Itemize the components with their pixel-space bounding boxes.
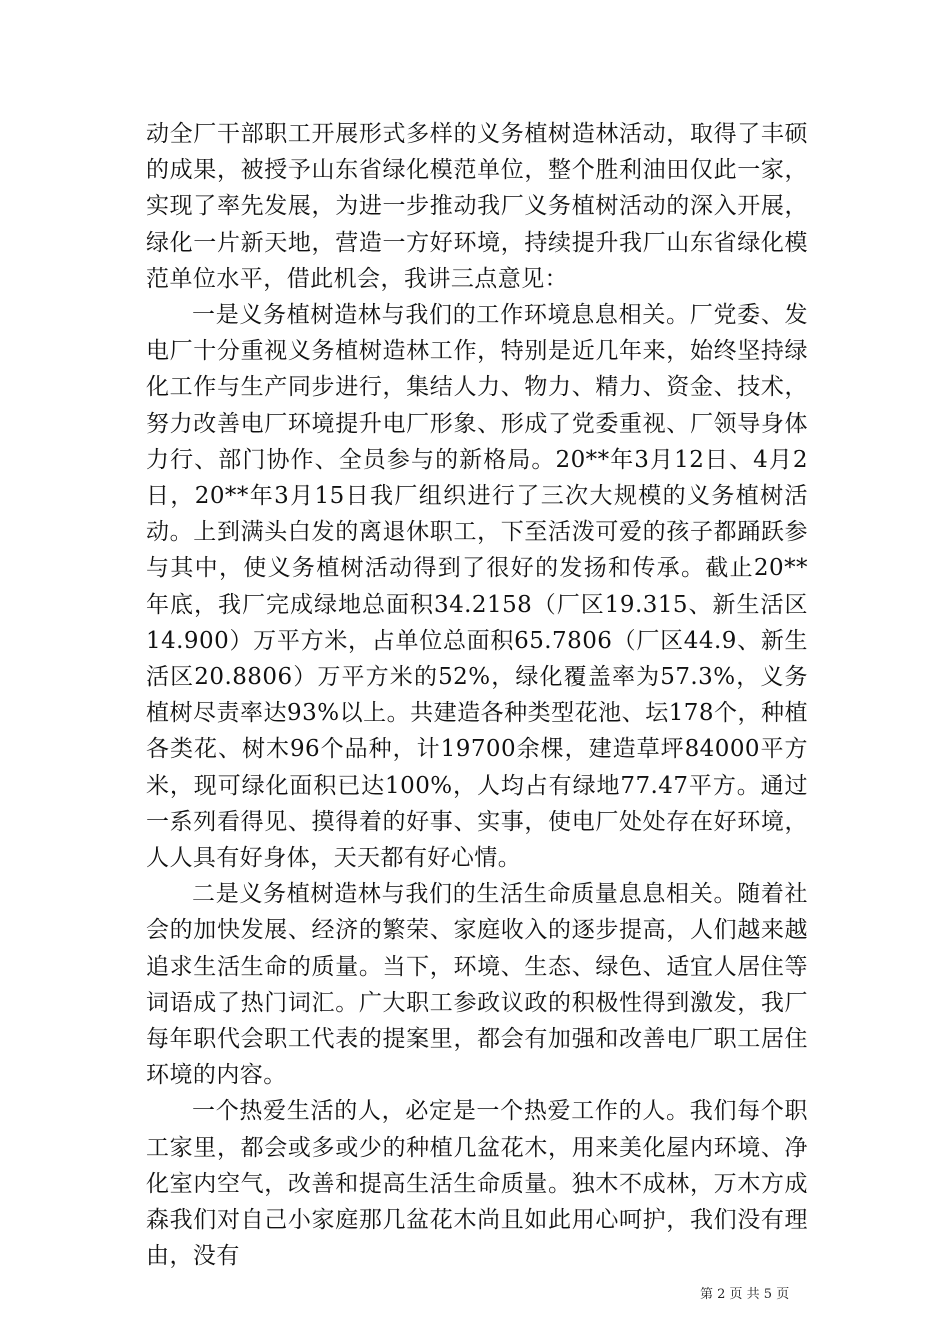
paragraph-love-life: 一个热爱生活的人，必定是一个热爱工作的人。我们每个职工家里，都会或多或少的种植几盆花木，用来美化屋内环境、净化室内空气，改善和提高生活生命质量。独木不成林，万木方成森我们对自己小家庭那几盆花木尚且如此用心呵护，我们没有理由，没有 [146, 1098, 808, 1270]
page-number-footer: 第 2 页 共 5 页 [700, 1287, 790, 1302]
document-body [146, 116, 808, 1275]
paragraph-point-two: 二是义务植树造林与我们的生活生命质量息息相关。随着社会的加快发展、经济的繁荣、家庭收入的逐步提高，人们越来越追求生活生命的质量。当下，环境、生态、绿色、适宜人居住等词语成了热门词汇。广大职工参政议政的积极性得到激发，我厂每年职代会职工代表的提案里，都会有加强和改善电厂职工居住环境的内容。 [146, 881, 808, 1089]
paragraph-intro-continuation: 动全厂干部职工开展形式多样的义务植树造林活动，取得了丰硕的成果，被授予山东省绿化模范单位，整个胜利油田仅此一家，实现了率先发展，为进一步推动我厂义务植树活动的深入开展，绿化一片新天地，营造一方好环境，持续提升我厂山东省绿化模范单位水平，借此机会，我讲三点意见： [146, 121, 808, 292]
paragraph-point-one: 一是义务植树造林与我们的工作环境息息相关。厂党委、发电厂十分重视义务植树造林工作，特别是近几年来，始终坚持绿化工作与生产同步进行，集结人力、物力、精力、资金、技术，努力改善电厂环境提升电厂形象、形成了党委重视、厂领导身体力行、部门协作、全员参与的新格局。20**年3月12日、4月2日，20**年3月15日我厂组织进行了三次大规模的义务植树活动。上到满头白发的离退休职工，下至活泼可爱的孩子都踊跃参与其中，使义务植树活动得到了很好的发扬和传承。截止20**年底，我厂完成绿地总面积34.2158（厂区19.315、新生活区14.900）万平方米，占单位总面积65.7806（厂区44.9、新生活区20.8806）万平方米的52%，绿化覆盖率为57.3%，义务植树尽责率达93%以上。共建造各种类型花池、坛178个，种植各类花、树木96个品种，计19700余棵，建造草坪84000平方米，现可绿化面积已达100%，人均占有绿地77.47平方。通过一系列看得见、摸得着的好事、实事，使电厂处处存在好环境，人人具有好身体，天天都有好心情。 [146, 302, 808, 872]
